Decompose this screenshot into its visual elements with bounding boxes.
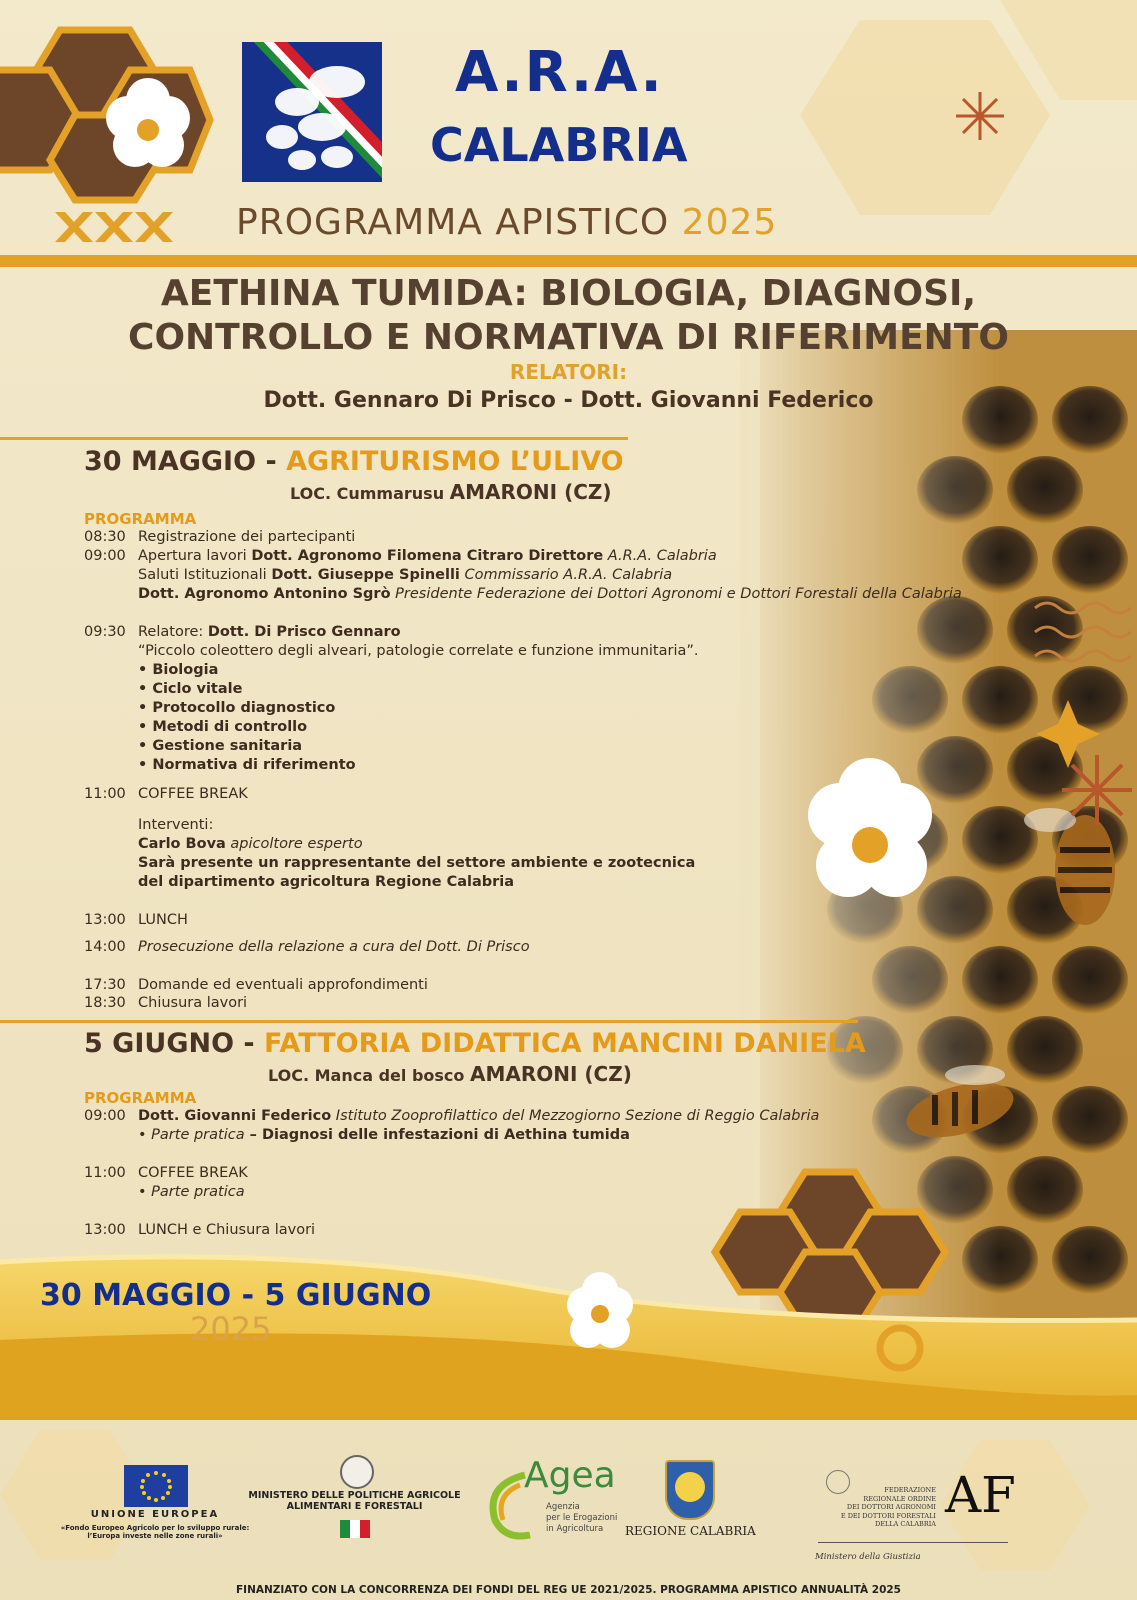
asterisk-icon — [956, 92, 1004, 140]
day2-loc-prefix: LOC. Manca del bosco — [268, 1066, 465, 1085]
schedule-row: 13:00 LUNCH e Chiusura lavori — [84, 1222, 316, 1238]
bullet-item: • Gestione sanitaria — [138, 738, 303, 754]
day2-loc-town: AMARONI (CZ) — [469, 1062, 632, 1086]
divider — [818, 1542, 1008, 1543]
event-year: 2025 — [190, 1310, 272, 1348]
day1-location — [290, 480, 612, 504]
bullet-item: • Normativa di riferimento — [138, 757, 356, 773]
org-title: A.R.A. — [455, 40, 664, 105]
bullet-item: • Ciclo vitale — [138, 681, 243, 697]
schedule-row: 17:30 Domande ed eventuali approfondimenti — [84, 977, 428, 993]
agea-name: Agea — [524, 1455, 616, 1496]
divider — [0, 255, 1137, 267]
schedule-row: 11:00 COFFEE BREAK — [84, 1165, 248, 1181]
eu-sub: «Fondo Europeo Agricolo per lo sviluppo rurale: l’Europa investe nelle zone rurali» — [60, 1524, 250, 1540]
interventions-label: Interventi: — [138, 817, 214, 833]
ornament-icon — [55, 212, 173, 242]
af-logo: AF — [945, 1466, 1016, 1524]
org-subtitle: CALABRIA — [430, 118, 688, 172]
day2-heading — [84, 1028, 866, 1059]
divider — [0, 437, 628, 440]
flower-icon — [567, 1272, 633, 1348]
italian-emblem-icon — [340, 1455, 374, 1489]
regione-label: REGIONE CALABRIA — [625, 1524, 756, 1538]
eu-label: UNIONE EUROPEA — [90, 1509, 220, 1520]
event-dates: 30 MAGGIO - 5 GIUGNO — [40, 1278, 432, 1313]
schedule-row: 13:00 LUNCH — [84, 912, 188, 928]
italian-flag-icon — [340, 1520, 370, 1538]
schedule-line: Carlo Bova apicoltore esperto — [138, 836, 363, 852]
day2-location — [268, 1062, 632, 1086]
program-label-text: PROGRAMMA APISTICO — [236, 202, 670, 243]
schedule-row: 09:00 Dott. Giovanni Federico Istituto Zooprofilattico del Mezzogiorno Sezione di Reggio Calabria — [84, 1108, 820, 1124]
schedule-row: 08:30 Registrazione dei partecipanti — [84, 529, 356, 545]
schedule-row: 14:00 Prosecuzione della relazione a cura del Dott. Di Prisco — [84, 939, 530, 955]
bullet-item: • Biologia — [138, 662, 219, 678]
speakers-names: Dott. Gennaro Di Prisco - Dott. Giovanni Federico — [263, 388, 874, 413]
event-title — [0, 272, 1137, 360]
ministero-giustizia-label: Ministero della Giustizia — [815, 1552, 921, 1562]
schedule-line: del dipartimento agricoltura Regione Calabria — [138, 874, 515, 890]
program-label — [236, 202, 777, 243]
event-title-line1: AETHINA TUMIDA: BIOLOGIA, DIAGNOSI, — [160, 273, 977, 314]
schedule-row: 09:00 Apertura lavori Dott. Agronomo Filomena Citraro Direttore A.R.A. Calabria — [84, 548, 717, 564]
day1-venue: AGRITURISMO L’ULIVO — [286, 446, 624, 477]
eu-flag-icon — [124, 1465, 188, 1507]
ara-logo — [242, 42, 382, 182]
agea-sub: Agenzia per le Erogazioni in Agricoltura — [546, 1502, 618, 1534]
day2-program-label: PROGRAMMA — [84, 1089, 197, 1107]
asterisk-icon — [1062, 755, 1132, 825]
bullet-item: • Metodi di controllo — [138, 719, 308, 735]
schedule-line: Saluti Istituzionali Dott. Giuseppe Spinelli Commissario A.R.A. Calabria — [138, 567, 673, 583]
funding-note: FINANZIATO CON LA CONCORRENZA DEI FONDI DEL REG UE 2021/2025. PROGRAMMA APISTICO ANNUALITÀ 2025 — [236, 1584, 901, 1596]
day1-date: 30 MAGGIO - — [84, 446, 277, 477]
deco-hexagon — [800, 20, 1050, 215]
federazione-label: FEDERAZIONE REGIONALE ORDINE DEI DOTTORI AGRONOMI E DEI DOTTORI FORESTALI DELLA CALABRIA — [840, 1486, 936, 1528]
program-year: 2025 — [681, 202, 778, 243]
schedule-row: 18:30 Chiusura lavori — [84, 995, 248, 1011]
divider — [0, 1020, 858, 1023]
day1-program-label: PROGRAMMA — [84, 510, 197, 528]
schedule-row: 11:00 COFFEE BREAK — [84, 786, 248, 802]
day2-venue: FATTORIA DIDATTICA MANCINI DANIELA — [264, 1028, 866, 1059]
talk-title: “Piccolo coleottero degli alveari, patologie correlate e funzione immunitaria”. — [138, 643, 699, 659]
day1-loc-town: AMARONI (CZ) — [449, 480, 612, 504]
bullet-item: • Protocollo diagnostico — [138, 700, 336, 716]
speakers-label: RELATORI: — [509, 360, 628, 384]
schedule-line: • Parte pratica – Diagnosi delle infestazioni di Aethina tumida — [138, 1127, 630, 1143]
regione-calabria-crest-icon — [665, 1460, 715, 1520]
ministry-label: MINISTERO DELLE POLITICHE AGRICOLE ALIMENTARI E FORESTALI — [248, 1490, 461, 1512]
schedule-line: • Parte pratica — [138, 1184, 245, 1200]
day2-date: 5 GIUGNO - — [84, 1028, 255, 1059]
event-title-line2: CONTROLLO E NORMATIVA DI RIFERIMENTO — [128, 317, 1009, 358]
schedule-line: Dott. Agronomo Antonino Sgrò Presidente Federazione dei Dottori Agronomi e Dottori Forestali della Calabria — [138, 586, 962, 602]
schedule-line: Sarà presente un rappresentante del settore ambiente e zootecnica — [138, 855, 696, 871]
day1-loc-prefix: LOC. Cummarusu — [290, 484, 445, 503]
day1-heading — [84, 446, 624, 477]
schedule-row: 09:30 Relatore: Dott. Di Prisco Gennaro — [84, 624, 401, 640]
